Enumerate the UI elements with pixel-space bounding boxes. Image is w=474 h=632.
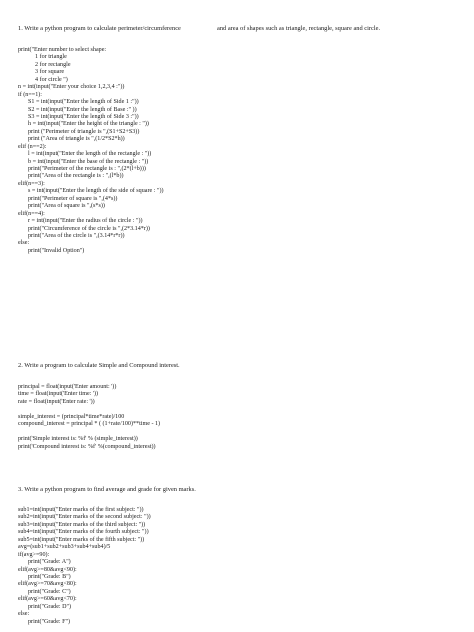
code-line: S3 = int(input("Enter the length of Side 3 :")) [28,113,139,120]
code-line: 2 for rectangle [35,61,71,68]
code-line: elif(avg>=80&avg<90): [18,566,77,573]
code-line: print("Area of square is ",(s*s)) [28,203,105,210]
code-line: elif(n==3): [18,180,45,187]
code-line: print("Area of the rectangle is : ",(l*b)) [28,173,124,180]
code-line: rate = float(input('Enter rate: ')) [18,398,95,405]
question-1-title: 1. Write a python program to calculate perimeter/circumference [18,25,181,32]
code-line: S1 = int(input("Enter the length of Side 1 :")) [28,99,139,106]
code-line: b = int(input("Enter the base of the rectangle : ")) [28,158,149,165]
code-line: sub1=int(input("Enter marks of the first subject: ")) [18,507,144,513]
code-line: S2 = int(input("Enter the length of Base :" )) [28,106,137,113]
question-2-code [18,384,160,451]
question-2-title: 2. Write a program to calculate Simple and Compound interest. [18,362,180,369]
code-line: print("Perimeter of the rectangle is : ",(2*(l+b))) [28,166,146,172]
code-line: elif(avg>=70&avg<80): [18,581,77,588]
code-line: print("Perimeter of square is ",(4*s)) [28,195,118,202]
code-line: elif(avg>=60&avg<70): [18,596,77,603]
code-line: elif(n==4): [18,210,45,217]
code-line: simple_interest = (principal*time*rate)/100 [18,413,125,420]
code-line: if(avg>=90): [18,551,50,558]
code-line: print("Circumference of the circle is ",(2*3.14*r)) [28,225,150,232]
code-line: if (n==1): [18,91,42,98]
code-line: principal = float(input('Enter amount: ')) [18,384,117,390]
code-line: 1 for triangle [35,54,67,61]
code-line: sub3=int(input("Enter marks of the third subject: ")) [18,521,146,528]
question-3-code [18,507,151,626]
code-line: print("Grade: C") [28,588,71,595]
code-line: print ("Perimeter of triangle is ",(S1+S2+S3)) [28,128,140,135]
question-1-code [18,47,164,255]
code-line: 4 for circle ") [35,76,68,83]
code-line: time = float(input('Enter time: ')) [18,391,99,398]
code-line: elif (n==2): [18,143,47,150]
code-line [18,429,160,436]
code-line: print("Grade: A") [28,559,71,566]
code-line: print('Simple interest is: %f' % (simple_interest)) [18,436,138,443]
code-line: sub5=int(input("Enter marks of the fifth subject: ")) [18,536,145,543]
code-line: else: [18,240,30,247]
code-line: 3 for square [35,69,65,76]
code-line: sub2=int(input("Enter marks of the second subject: ")) [18,514,151,521]
question-3-title: 3. Write a python program to find average and grade for given marks. [18,486,196,493]
code-line: print("Grade: B") [28,573,71,580]
code-line: compound_interest = principal * ( (1+rate/100)**time - 1) [18,421,161,428]
code-line: print ("Area of triangle is ",(1/2*S2*h)) [28,136,125,143]
code-line: print("Grade: F") [28,618,71,625]
code-line: print("Area of the circle is ",(3.14*r*r)) [28,232,125,239]
code-line: r = int(input("Enter the radius of the circle : ")) [28,218,143,225]
code-line: n = int(input("Enter your choice 1,2,3,4 :")) [18,84,125,91]
code-line: print('Compound interest is: %f' %(compound_interest)) [18,443,156,450]
code-line: print("Enter number to select shape: [18,47,107,53]
code-line: print("Grade: D") [28,603,72,610]
code-line: l = int(input("Enter the length of the rectangle : ")) [28,151,152,158]
code-line: s = int(input("Enter the length of the side of square : ")) [28,188,164,195]
code-line: h = int(input("Enter the height of the triangle : ")) [28,121,149,128]
code-line: sub4=int(input("Enter marks of the fourth subject: ")) [18,529,149,536]
code-line [18,406,160,413]
code-line: else: [18,611,30,618]
code-line: print("Invalid Option") [28,247,85,254]
question-1-title-continued: and area of shapes such as triangle, rectangle, square and circle. [217,25,381,32]
code-line: avg=(sub1+sub2+sub3+sub4+sub4)/5 [18,544,111,551]
